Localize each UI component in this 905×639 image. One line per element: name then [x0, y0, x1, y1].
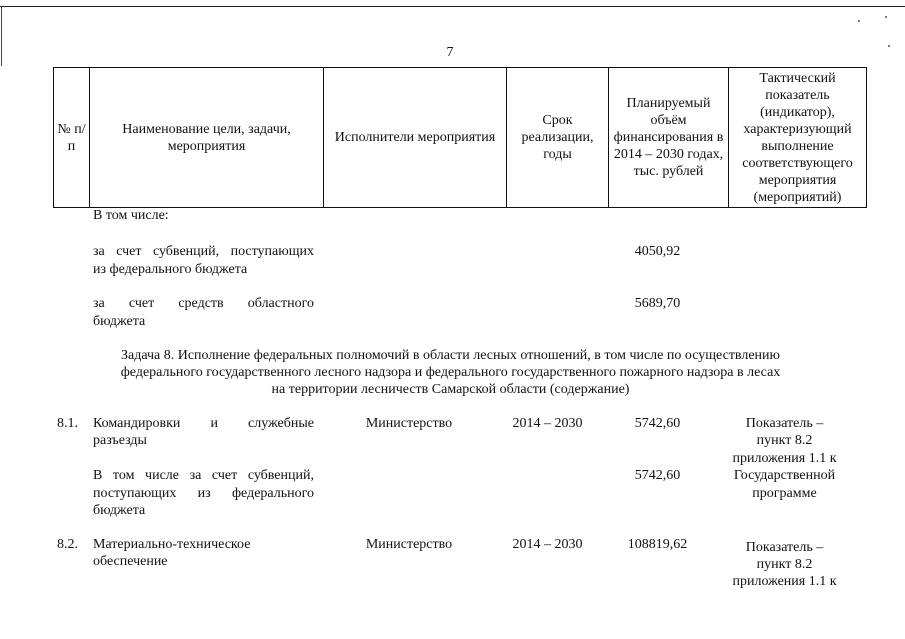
- subv-federal-line1: за счет субвенций, поступающих: [93, 244, 314, 259]
- row-8-1-sub-line2: поступающих из федерального: [93, 486, 314, 501]
- row-8-1-sub-amount: 5742,60: [634, 468, 681, 483]
- row-8-1-name-line2: разъезды: [93, 433, 147, 448]
- scan-speck: [885, 16, 887, 18]
- page-number: 7: [446, 45, 454, 60]
- row-8-1-term: 2014 – 2030: [512, 416, 583, 431]
- subv-federal-amount: 4050,92: [634, 244, 681, 259]
- row-8-2-indicator-line3: приложения 1.1 к: [732, 574, 837, 589]
- header-executors: Исполнители мероприятия: [324, 68, 507, 208]
- row-8-2-amount: 108819,62: [627, 537, 688, 552]
- row-8-1-indicator-line1: Показатель –: [745, 416, 824, 431]
- task8-line3: на территории лесничеств Самарской области (содержание): [271, 382, 630, 397]
- header-term: Срок реализации, годы: [507, 68, 609, 208]
- row-8-2-term: 2014 – 2030: [512, 537, 583, 552]
- regional-line1: за счет средств областного: [93, 296, 314, 311]
- header-num: № п/п: [54, 68, 90, 208]
- row-8-2-indicator-line2: пункт 8.2: [756, 557, 813, 572]
- row-8-2-name-line1: Материально-техническое: [93, 537, 251, 552]
- row-8-1-indicator-line2: пункт 8.2: [756, 433, 813, 448]
- table-header: [53, 67, 867, 208]
- row-8-1-sub-line1: В том числе за счет субвенций,: [93, 468, 314, 483]
- regional-amount: 5689,70: [634, 296, 681, 311]
- row-8-1-amount: 5742,60: [634, 416, 681, 431]
- header-indicator: Тактический показатель (индикатор), характеризующий выполнение соответствующего мероприятия (мероприятий): [729, 68, 867, 208]
- row-8-1-indicator-line4: Государственной: [733, 468, 836, 483]
- row-8-1-sub-line3: бюджета: [93, 503, 146, 518]
- task8-line2: федерального государственного лесного надзора и федерального государственного пожарного надзора в лесах: [120, 365, 781, 380]
- including-label: В том числе:: [93, 208, 169, 223]
- row-8-2-indicator-line1: Показатель –: [745, 540, 824, 555]
- header-name: Наименование цели, задачи, мероприятия: [90, 68, 324, 208]
- task8-line1: Задача 8. Исполнение федеральных полномочий в области лесных отношений, в том числе по осуществлению: [120, 348, 781, 363]
- row-8-2-num: 8.2.: [57, 537, 78, 552]
- scan-speck: [858, 20, 860, 22]
- scan-border-top: [0, 6, 905, 7]
- row-8-1-indicator-line5: программе: [752, 486, 817, 501]
- subv-federal-line2: из федерального бюджета: [93, 262, 248, 277]
- row-8-1-num: 8.1.: [57, 416, 78, 431]
- scan-speck: [888, 45, 890, 47]
- row-8-1-executor: Министерство: [365, 416, 453, 431]
- regional-line2: бюджета: [93, 314, 146, 329]
- row-8-2-executor: Министерство: [365, 537, 453, 552]
- header-funding: Планируемый объём финансирования в 2014 – 2030 годах, тыс. рублей: [609, 68, 729, 208]
- row-8-2-name-line2: обеспечение: [93, 554, 168, 569]
- scan-border-left: [1, 6, 2, 66]
- row-8-1-name-line1: Командировки и служебные: [93, 416, 314, 431]
- row-8-1-indicator-line3: приложения 1.1 к: [732, 451, 837, 466]
